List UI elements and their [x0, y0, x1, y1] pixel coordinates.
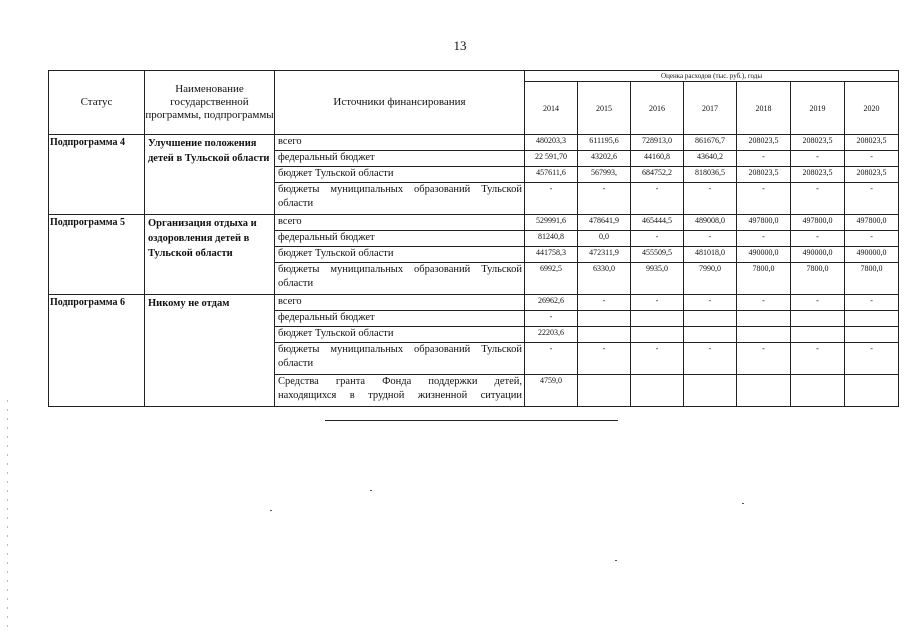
- value-cell: 728913,0: [631, 135, 684, 151]
- value-cell: 497800,0: [845, 215, 899, 231]
- value-cell: [578, 375, 631, 407]
- value-cell: 481018,0: [684, 247, 737, 263]
- value-cell: 480203,3: [525, 135, 578, 151]
- header-year: 2014: [525, 82, 578, 135]
- value-cell: -: [845, 151, 899, 167]
- table-row: [49, 135, 899, 151]
- value-cell: -: [684, 343, 737, 375]
- value-cell: 455509,5: [631, 247, 684, 263]
- scan-speck: [270, 510, 272, 511]
- value-cell: -: [791, 183, 845, 215]
- value-cell: -: [737, 343, 791, 375]
- header-year: 2019: [791, 82, 845, 135]
- value-cell: 684752,2: [631, 167, 684, 183]
- value-cell: 441758,3: [525, 247, 578, 263]
- subprogram-status: Подпрограмма 6: [49, 295, 145, 407]
- value-cell: 861676,7: [684, 135, 737, 151]
- scan-speck: [615, 560, 617, 561]
- value-cell: 567993,: [578, 167, 631, 183]
- value-cell: -: [525, 183, 578, 215]
- value-cell: -: [631, 343, 684, 375]
- value-cell: -: [737, 295, 791, 311]
- value-cell: [737, 327, 791, 343]
- value-cell: 490000,0: [737, 247, 791, 263]
- value-cell: 208023,5: [845, 135, 899, 151]
- value-cell: 208023,5: [791, 135, 845, 151]
- value-cell: -: [578, 183, 631, 215]
- value-cell: 472311,9: [578, 247, 631, 263]
- value-cell: [791, 311, 845, 327]
- table-row: [49, 215, 899, 231]
- value-cell: -: [525, 343, 578, 375]
- subprogram-name: Организация отдыха и оздоровления детей в Тульской области: [145, 215, 275, 295]
- value-cell: 490000,0: [791, 247, 845, 263]
- value-cell: -: [791, 231, 845, 247]
- value-cell: -: [684, 183, 737, 215]
- value-cell: 465444,5: [631, 215, 684, 231]
- value-cell: 611195,6: [578, 135, 631, 151]
- scan-speck: [742, 503, 744, 504]
- value-cell: [791, 327, 845, 343]
- funding-source: бюджеты муниципальных образований Тульской области: [275, 183, 525, 215]
- header-year: 2020: [845, 82, 899, 135]
- value-cell: 6992,5: [525, 263, 578, 295]
- value-cell: -: [684, 231, 737, 247]
- value-cell: -: [845, 231, 899, 247]
- value-cell: -: [791, 151, 845, 167]
- value-cell: -: [578, 343, 631, 375]
- funding-source: бюджет Тульской области: [275, 247, 525, 263]
- funding-source: всего: [275, 135, 525, 151]
- subprogram-status: Подпрограмма 4: [49, 135, 145, 215]
- value-cell: [845, 311, 899, 327]
- value-cell: 7800,0: [845, 263, 899, 295]
- value-cell: [631, 327, 684, 343]
- value-cell: -: [578, 295, 631, 311]
- value-cell: 44160,8: [631, 151, 684, 167]
- value-cell: 208023,5: [845, 167, 899, 183]
- funding-source: бюджет Тульской области: [275, 167, 525, 183]
- value-cell: -: [737, 151, 791, 167]
- scan-speck: [370, 490, 372, 491]
- header-year: 2017: [684, 82, 737, 135]
- value-cell: [631, 311, 684, 327]
- value-cell: 478641,9: [578, 215, 631, 231]
- header-year: 2016: [631, 82, 684, 135]
- value-cell: [684, 375, 737, 407]
- funding-source: федеральный бюджет: [275, 231, 525, 247]
- value-cell: -: [791, 343, 845, 375]
- value-cell: -: [791, 295, 845, 311]
- value-cell: 529991,6: [525, 215, 578, 231]
- value-cell: [578, 311, 631, 327]
- value-cell: 457611,6: [525, 167, 578, 183]
- value-cell: 818036,5: [684, 167, 737, 183]
- value-cell: 208023,5: [737, 167, 791, 183]
- value-cell: 43640,2: [684, 151, 737, 167]
- value-cell: -: [845, 295, 899, 311]
- value-cell: -: [845, 183, 899, 215]
- value-cell: [578, 327, 631, 343]
- value-cell: 7800,0: [737, 263, 791, 295]
- funding-source: федеральный бюджет: [275, 311, 525, 327]
- value-cell: 26962,6: [525, 295, 578, 311]
- funding-source: федеральный бюджет: [275, 151, 525, 167]
- value-cell: 9935,0: [631, 263, 684, 295]
- value-cell: 0,0: [578, 231, 631, 247]
- value-cell: 22 591,70: [525, 151, 578, 167]
- value-cell: 43202,6: [578, 151, 631, 167]
- value-cell: -: [684, 295, 737, 311]
- value-cell: [684, 311, 737, 327]
- funding-source: бюджет Тульской области: [275, 327, 525, 343]
- subprogram-name: Улучшение положения детей в Тульской области: [145, 135, 275, 215]
- subprogram-name: Никому не отдам: [145, 295, 275, 407]
- value-cell: 489008,0: [684, 215, 737, 231]
- value-cell: 7800,0: [791, 263, 845, 295]
- value-cell: -: [631, 295, 684, 311]
- value-cell: 81240,8: [525, 231, 578, 247]
- value-cell: 22203,6: [525, 327, 578, 343]
- value-cell: 497800,0: [791, 215, 845, 231]
- scan-margin-noise: [7, 400, 8, 630]
- funding-source: бюджеты муниципальных образований Тульской области: [275, 343, 525, 375]
- budget-table: [48, 70, 899, 407]
- value-cell: [684, 327, 737, 343]
- value-cell: 208023,5: [791, 167, 845, 183]
- value-cell: 6330,0: [578, 263, 631, 295]
- value-cell: 490000,0: [845, 247, 899, 263]
- funding-source: всего: [275, 295, 525, 311]
- header-status: Статус: [49, 71, 145, 135]
- value-cell: [845, 375, 899, 407]
- value-cell: -: [631, 183, 684, 215]
- value-cell: [791, 375, 845, 407]
- funding-source: всего: [275, 215, 525, 231]
- table-row: [49, 295, 899, 311]
- funding-source: бюджеты муниципальных образований Тульской области: [275, 263, 525, 295]
- value-cell: [737, 375, 791, 407]
- subprogram-status: Подпрограмма 5: [49, 215, 145, 295]
- value-cell: [845, 327, 899, 343]
- funding-source: Средства гранта Фонда поддержки детей, находящихся в трудной жизненной ситуации: [275, 375, 525, 407]
- value-cell: -: [631, 231, 684, 247]
- value-cell: -: [737, 183, 791, 215]
- value-cell: 208023,5: [737, 135, 791, 151]
- value-cell: -: [525, 311, 578, 327]
- header-year: 2018: [737, 82, 791, 135]
- value-cell: 4759,0: [525, 375, 578, 407]
- header-expense-estimate: Оценка расходов (тыс. руб.), годы: [525, 71, 899, 82]
- header-funding-sources: Источники финансирования: [275, 71, 525, 135]
- value-cell: [631, 375, 684, 407]
- page-number: 13: [453, 38, 467, 53]
- divider-line: [325, 420, 618, 421]
- header-year: 2015: [578, 82, 631, 135]
- value-cell: -: [737, 231, 791, 247]
- value-cell: -: [845, 343, 899, 375]
- value-cell: 7990,0: [684, 263, 737, 295]
- value-cell: 497800,0: [737, 215, 791, 231]
- header-program-name: Наименование государственной программы, подпрограммы: [145, 71, 275, 135]
- value-cell: [737, 311, 791, 327]
